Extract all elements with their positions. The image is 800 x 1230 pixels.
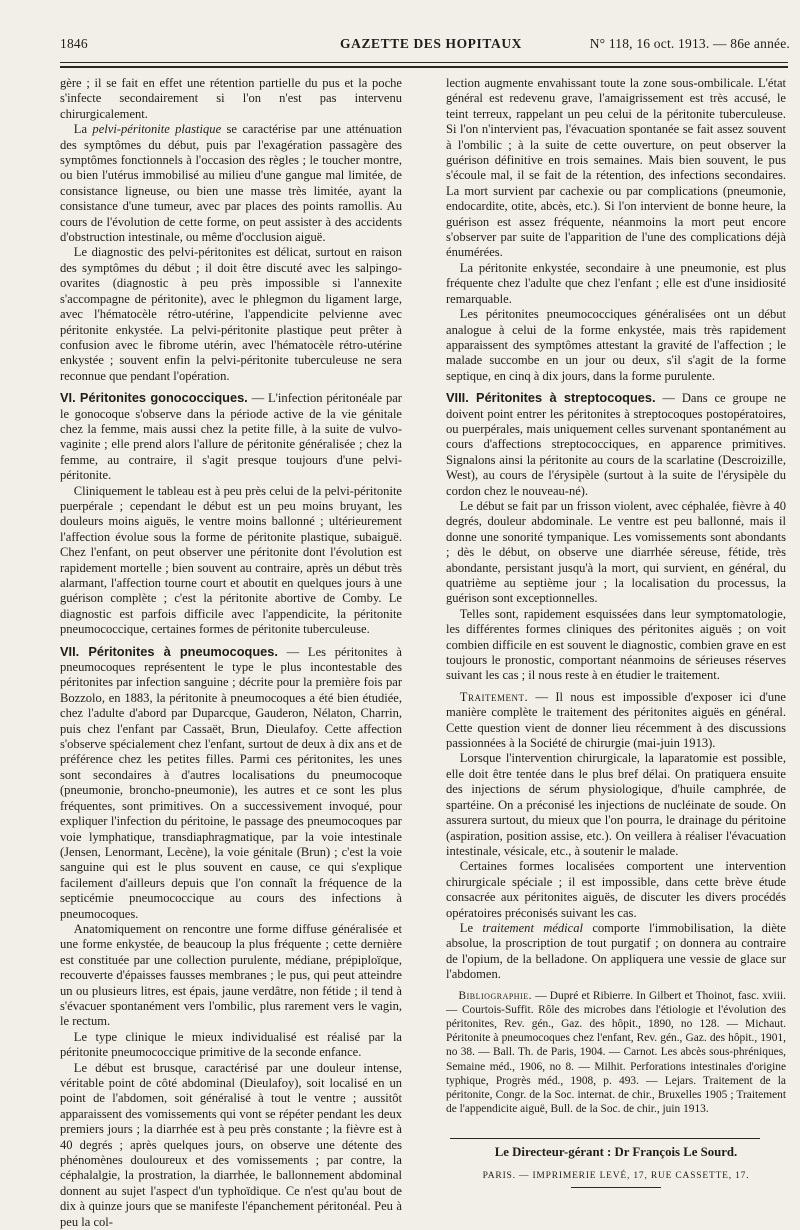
page-header bbox=[60, 36, 790, 58]
text-run: La bbox=[73, 122, 93, 137]
paragraph: Les péritonites pneumococciques généralisées ont un début analogue à celui de la forme enkystée, mais très rapidement apparaissent des symptômes attestant la gravité de l'affection ; le malade succombe en un jour ou deux, s'il s'agit de la forme septique, en cinq à dix jours, dans la forme purulente. bbox=[446, 307, 786, 383]
header-rule-thick bbox=[60, 66, 788, 68]
page-number: 1846 bbox=[60, 36, 88, 51]
text-run: — L'infection péritonéale par le gonocoque s'observe dans la période active de la vie génitale chez la femme, mais aussi chez la petite fille, à la suite de vulvo-vaginite ; elle prend alors l'allure de péritonite généralisée ; chez la femme, au contraire, il s'agit presque toujours d'une pelvi-péritonite. bbox=[60, 391, 402, 483]
paragraph: lection augmente envahissant toute la zone sous-ombilicale. L'état général est redevenu grave, l'amaigrissement est très accusé, le teint terreux, rappelant un peu celui de la péritonite tuberculeuse. Si l'on n'intervient pas, l'évacuation spontanée se fait assez souvent à l'ombilic ; à la suite de cette ouverture, on peut observer la guérison définitive en trois semaines. Mais bien souvent, le pus s'écoule mal, il se fait de la rétention, des infections secondaires. La mort survient par cachexie ou par complications (pneumonie, endocardite, otite, abcès, etc.). Si l'on intervient de bonne heure, la guérison est assez fréquente, néanmoins la mort peut encore s'observer par suite de l'apparition de l'une des complications déjà énumérées. bbox=[446, 76, 786, 260]
bibliography bbox=[446, 989, 786, 1117]
paragraph: gère ; il se fait en effet une rétention partielle du pus et la poche s'infecte secondairement si l'on n'est pas intervenu chirurgicalement. bbox=[60, 76, 402, 121]
issue-info: N° 118, 16 oct. 1913. — 86e année. bbox=[589, 36, 790, 51]
text-run: — Les péritonites à pneumocoques représentent le type le plus incontestable des péritonites par infection sanguine ; décrite pour la première fois par Bozzolo, en 1883, la péritonite à pneumocoques a été bien étudiée, chez l'adulte d'abord par Duparcque, Gauderon, Nélaton, Charrin, puis chez l'enfant par Cassaët, Brun, Dieulafoy. Cette affection s'observe spécialement chez l'enfant, surtout de deux à dix ans et de préférence chez les petites filles. Parmi ces péritonites, les unes sont secondaires à d'autres localisations du pneumocoque (pneumonie, broncho-pneumonie), les autres et ce sont les plus fréquentes, sont primitives. On a successivement invoqué, pour expliquer l'infection du péritoine, le passage des pneumocoques par voie lymphatique, transdiaphragmatique, par la voie intestinale (Jensen, Lenormant, Lecène), la voie génitale (Brun) ; c'est la voie sanguine qui est le plus souvent en cause, ce qui s'explique facilement d'ailleurs depuis que l'on connaît la fréquence de la septicémie pneumococcique au cours des infections à pneumocoques. bbox=[60, 644, 402, 921]
section-heading: Traitement. bbox=[459, 689, 529, 704]
section-heading: VI. Péritonites gonococciques. bbox=[60, 390, 248, 406]
paragraph bbox=[60, 122, 402, 245]
section-heading: VII. Péritonites à pneumocoques. bbox=[60, 643, 278, 659]
paragraph: Anatomiquement on rencontre une forme diffuse généralisée et une forme enkystée, de beaucoup la plus fréquente ; cette dernière est constituée par une collection purulente, médiane, prépiploïque, recouverte d'épaisses fausses membranes ; le pus, qui peut atteindre un ou plusieurs litres, est épais, jaune verdâtre, non fétide ; il tend à s'évacuer spontanément vers l'ombilic, plus rarement vers le vagin, le rectum. bbox=[60, 921, 402, 1029]
emphasis: pelvi-péritonite plastique bbox=[92, 122, 222, 137]
right-column bbox=[446, 76, 786, 1188]
director-signature: Le Directeur-gérant : Dr François Le Sourd. bbox=[494, 1145, 738, 1160]
left-column bbox=[60, 76, 402, 1230]
section-heading: VIII. Péritonites à streptocoques. bbox=[446, 390, 656, 406]
bibliography-heading: Bibliographie. bbox=[458, 989, 532, 1002]
text-run: Le bbox=[459, 920, 483, 935]
printer-line: PARIS. — IMPRIMERIE LEVÉ, 17, RUE CASSETTE, 17. bbox=[482, 1170, 750, 1181]
emphasis: traitement médical bbox=[482, 920, 583, 935]
paragraph: Le début se fait par un frisson violent, avec céphalée, fièvre à 40 degrés, douleur abdominale. Le ventre est peu ballonné, mais il donne une sonorité tympanique. Les vomissements sont abondants ; dès le début, on observe une diarrhée séreuse, fétide, très abondante, persistant jusqu'à la mort, qui survient, en général, du quatrième au septième jour ; la localisation du processus, la guérison sont exceptionnelles. bbox=[446, 498, 786, 606]
paragraph: Certaines formes localisées comportent une intervention chirurgicale spéciale ; il est impossible, dans cette brève étude consacrée aux péritonites aiguës, de discuter les divers procédés opératoires préconisés suivant les cas. bbox=[446, 859, 786, 920]
paragraph: Le type clinique le mieux individualisé est réalisé par la péritonite pneumococcique primitive de la seconde enfance. bbox=[60, 1029, 402, 1060]
journal-title: GAZETTE DES HOPITAUX bbox=[340, 36, 523, 51]
signature-rule bbox=[450, 1138, 760, 1139]
printer-rule bbox=[571, 1187, 661, 1188]
bibliography-paragraph bbox=[446, 989, 786, 1117]
text-run: se caractérise par une atténuation des symptômes du début, puis par l'exagération passagère des symptômes fonctionnels à l'occasion des règles ; le toucher montre, ou bien l'utérus immobilisé au milieu d'une gangue mal limitée, de consistance ligneuse, ou bien une masse très limitée, ayant la consistance d'une tumeur, avec par places des points ramollis. Au cours de l'évolution de cette forme, on peut assister à des accidents d'obstruction intestinale, ou même d'occlusion aiguë. bbox=[60, 122, 403, 245]
text-run: comporte l'immobilisation, la diète absolue, la proscription de tout purgatif ; on donnera au contraire de l'opium, de la belladone. On appliquera une vessie de glace sur l'abdomen. bbox=[446, 920, 786, 982]
paragraph: Telles sont, rapidement esquissées dans leur symptomatologie, les différentes formes cliniques des péritonites aiguës ; on voit combien difficile en est souvent le diagnostic, combien grave en est toujours le pronostic, comportant néanmoins de sérieuses réserves suivant les cas ; il nous reste à en étudier le traitement. bbox=[446, 606, 786, 683]
paragraph: Le début est brusque, caractérisé par une douleur intense, véritable point de côté abdominal (Dieulafoy), soit localisé en un point de l'abdomen, soit généralisé à tout le ventre ; aussitôt apparaissent des vomissements qui vont se répéter pendant les deux premiers jours ; la diarrhée est à peu près constante ; la fièvre est à 40 degrés ; après quelques jours, on observe une détente des phénomènes douloureux et des vomissements ; par contre, la céphalalgie, la prostration, la diarrhée, le ballonnement abdominal donnent au sujet l'aspect d'un typhoïdique. Ce n'est qu'au bout de dix à quinze jours que se manifeste l'épanchement péritonéal. Peu à peu la col- bbox=[60, 1060, 402, 1229]
paragraph: La péritonite enkystée, secondaire à une pneumonie, est plus fréquente chez l'adulte que chez l'enfant ; elle est d'une insidiosité remarquable. bbox=[446, 260, 786, 306]
text-run: — Il nous est impossible d'exposer ici d'une manière complète le traitement des péritonites aiguës en général. Cette question vient de donner lieu récemment à des discussions passionnées à la Société de chirurgie (mai-juin 1913). bbox=[446, 689, 786, 751]
paragraph: Le diagnostic des pelvi-péritonites est délicat, surtout en raison des symptômes du début ; il doit être discuté avec les salpingo-ovarites (diagnostic à peu près impossible si l'annexite s'accompagne de péritonite), avec le phlegmon du ligament large, avec l'hématocèle rétro-utérine, l'appendicite pelvienne avec péritonite enkystée. La pelvi-péritonite plastique peut prêter à confusion avec le fibrome utérin, avec l'hématocèle rétro-utérine enkystée ; souvent enfin la pelvi-péritonite tuberculeuse ne sera reconnue que pendant l'opération. bbox=[60, 245, 402, 383]
text-run: — Dupré et Ribierre. In Gilbert et Thoinot, fasc. xviii. — Courtois-Suffit. Rôle des microbes dans l'étiologie et l'évolution des péritonites, Rev. gén., Gaz. des hôpit., 1890, no 128. — Michaut. Péritonite à pneumocoques chez l'enfant, Rev. gén., Gaz. des hôpit., 1901, no 38. — Ball. Th. de Paris, 1904. — Carnot. Les abcès sous-phréniques, Semaine méd., 1906, no 8. — Milhit. Perforations intestinales d'origine typhique, Progrès méd., 1908, p. 493. — Lejars. Traitement de la péritonite, Congr. de la Soc. internat. de chir., Bruxelles 1905 ; Traitement de l'appendicite aiguë, Bull. de la Soc. de chir., juin 1913. bbox=[446, 989, 786, 1116]
paragraph: Lorsque l'intervention chirurgicale, la laparatomie est possible, elle doit être tentée dans le plus bref délai. On pratiquera ensuite des injections de sérum physiologique, d'huile camphrée, de spartéine. On a préconisé les injections de nucléinate de soude. On assurera surtout, du mieux que l'on pourra, le drainage du péritoine (aspiration, position assise, etc.). On veillera à réaliser l'évacuation intestinale, vésicale, etc., à soutenir le malade. bbox=[446, 751, 786, 858]
header-rule bbox=[60, 62, 788, 63]
paragraph: Cliniquement le tableau est à peu près celui de la pelvi-péritonite puerpérale ; cependant le début est un peu moins bruyant, les douleurs moins aiguës, le ventre moins ballonné ; ultérieurement l'affection évolue sous la forme de péritonite plastique, subaiguë. Chez l'enfant, on peut observer une péritonite dont l'évolution est rapidement mortelle ; bien souvent au contraire, après un début très alarmant, l'affection tourne court et aboutit en quelques jours à une guérison complète ; c'est la péritonite abortive de Comby. Le diagnostic est parfois difficile avec l'appendicite, la péritonite pneumococcique, certaines formes de péritonite tuberculeuse. bbox=[60, 483, 402, 637]
paragraph bbox=[446, 921, 786, 983]
text-run: — Dans ce groupe ne doivent point entrer les péritonites à streptocoques postopératoires, ou puerpérales, mais uniquement celles survenant spontanément au cours d'affections streptococciques, en apparence primitives. Signalons ainsi la péritonite au cours de la scarlatine (Descroizille, West), au cours de l'érysipèle (surtout à la suite de l'érysipèle du cordon chez le nouveau-né). bbox=[446, 391, 786, 498]
section-paragraph bbox=[446, 690, 786, 752]
